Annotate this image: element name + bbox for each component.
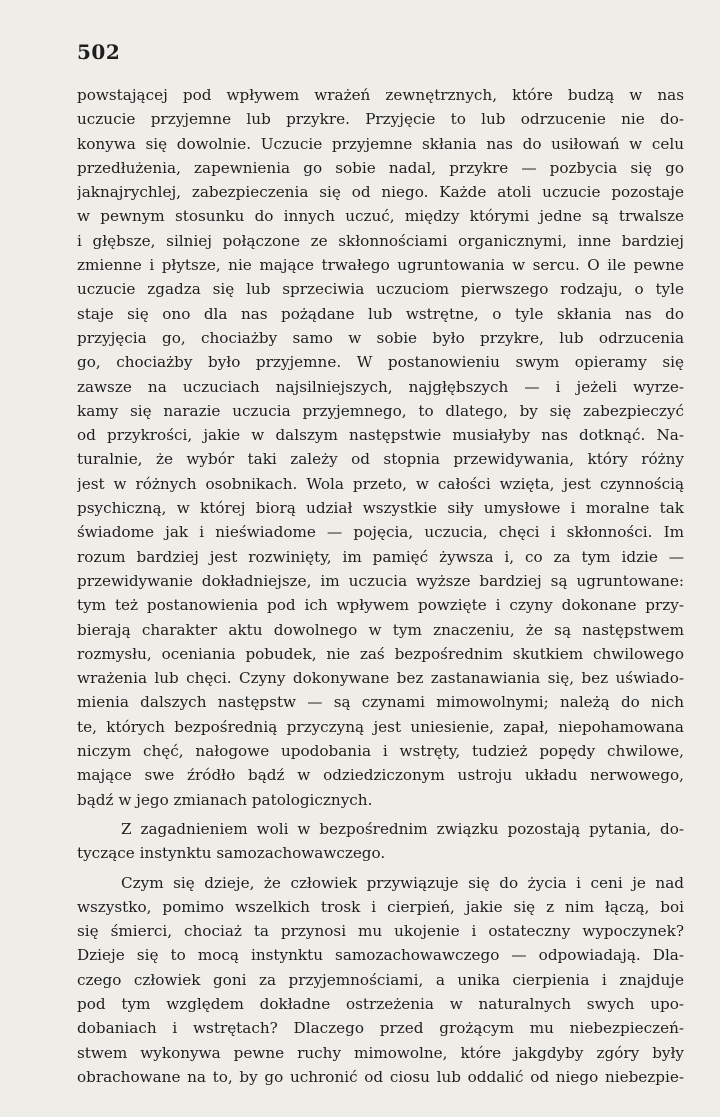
text-line: uczucie przyjemne lub przykre. Przyjęcie to lub odrzucenie nie do- — [77, 110, 684, 129]
text-line: staje się ono dla nas pożądane lub wstrętne, o tyle skłania nas do — [77, 304, 684, 323]
paragraph-3 — [77, 871, 684, 1090]
text-line: konywa się dowolnie. Uczucie przyjemne skłania nas do usiłowań w celu — [77, 134, 684, 153]
text-line: od przykrości, jakie w dalszym następstwie musiałyby nas dotknąć. Na- — [77, 426, 684, 445]
text-line: wszystko, pomimo wszelkich trosk i cierpień, jakie się z nim łączą, boi — [77, 897, 684, 916]
text-line: tym też postanowienia pod ich wpływem powzięte i czyny dokonane przy- — [77, 596, 684, 615]
text-line: mające swe źródło bądź w odziedziczonym ustroju układu nerwowego, — [77, 766, 684, 785]
text-line: niczym chęć, nałogowe upodobania i wstręty, tudzież popędy chwilowe, — [77, 742, 684, 761]
text-line: przewidywanie dokładniejsze, im uczucia wyższe bardziej są ugruntowane: — [77, 571, 684, 590]
text-line: uczucie zgadza się lub sprzeciwia uczuciom pierwszego rodzaju, o tyle — [77, 280, 684, 299]
text-line: w pewnym stosunku do innych uczuć, między którymi jedne są trwalsze — [77, 207, 684, 226]
text-line: i głębsze, silniej połączone ze skłonnościami organicznymi, inne bardziej — [77, 231, 684, 250]
page-number: 502 — [77, 40, 121, 64]
text-line: czego człowiek goni za przyjemnościami, a unika cierpienia i znajduje — [77, 970, 684, 989]
text-line: jaknajrychlej, zabezpieczenia się od niego. Każde atoli uczucie pozostaje — [77, 183, 684, 202]
text-line: świadome jak i nieświadome — pojęcia, uczucia, chęci i skłonności. Im — [77, 523, 684, 542]
text-line: go, chociażby było przyjemne. W postanowieniu swym opieramy się — [77, 353, 684, 372]
text-line: obrachowane na to, by go uchronić od ciosu lub oddalić od niego niebezpie- — [77, 1067, 684, 1086]
text-line: przedłużenia, zapewnienia go sobie nadal, przykre — pozbycia się go — [77, 158, 684, 177]
text-line: stwem wykonywa pewne ruchy mimowolne, które jakgdyby zgóry były — [77, 1043, 684, 1062]
text-line: przyjęcia go, chociażby samo w sobie było przykre, lub odrzucenia — [77, 328, 684, 347]
text-line: rozum bardziej jest rozwinięty, im pamięć żywsza i, co za tym idzie — — [77, 547, 684, 566]
text-line: tyczące instynktu samozachowawczego. — [77, 844, 386, 863]
text-line: wrażenia lub chęci. Czyny dokonywane bez zastanawiania się, bez uświado- — [77, 669, 684, 688]
text-line: psychiczną, w której biorą udział wszystkie siły umysłowe i moralne tak — [77, 499, 684, 518]
text-line: dobaniach i wstrętach? Dlaczego przed grożącym mu niebezpieczeń- — [77, 1019, 684, 1038]
text-line: zawsze na uczuciach najsilniejszych, najgłębszych — i jeżeli wyrze- — [77, 377, 684, 396]
body-text — [77, 83, 684, 1089]
paragraph-2 — [77, 817, 684, 866]
text-line: bierają charakter aktu dowolnego w tym znaczeniu, że są następstwem — [77, 620, 684, 639]
text-line: zmienne i płytsze, nie mające trwałego ugruntowania w sercu. O ile pewne — [77, 256, 684, 275]
text-line: kamy się narazie uczucia przyjemnego, to dlatego, by się zabezpieczyć — [77, 401, 684, 420]
text-line: się śmierci, chociaż ta przynosi mu ukojenie i ostateczny wypoczynek? — [77, 922, 684, 941]
paragraph-1 — [77, 83, 684, 812]
text-line: turalnie, że wybór taki zależy od stopnia przewidywania, który różny — [77, 450, 684, 469]
text-line: Czym się dzieje, że człowiek przywiązuje się do życia i ceni je nad — [121, 873, 684, 892]
text-line: te, których bezpośrednią przyczyną jest uniesienie, zapał, niepohamowana — [77, 717, 684, 736]
text-line: jest w różnych osobnikach. Wola przeto, w całości wzięta, jest czynnością — [77, 474, 684, 493]
text-line: powstającej pod wpływem wrażeń zewnętrznych, które budzą w nas — [77, 86, 684, 104]
text-line: pod tym względem dokładne ostrzeżenia w naturalnych swych upo- — [77, 994, 684, 1013]
text-line: Z zagadnieniem woli w bezpośrednim związku pozostają pytania, do- — [121, 819, 684, 838]
text-line: Dzieje się to mocą instynktu samozachowawczego — odpowiadają. Dla- — [77, 946, 684, 965]
text-line: mienia dalszych następstw — są czynami mimowolnymi; należą do nich — [77, 693, 684, 712]
text-line: bądź w jego zmianach patologicznych. — [77, 790, 373, 809]
text-line: rozmysłu, oceniania pobudek, nie zaś bezpośrednim skutkiem chwilowego — [77, 644, 684, 663]
